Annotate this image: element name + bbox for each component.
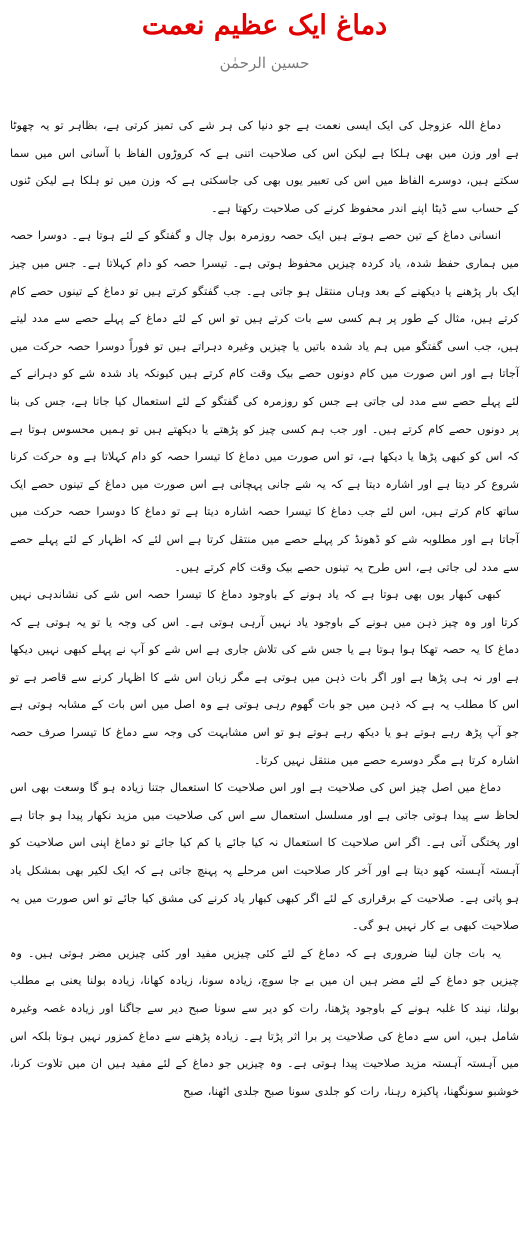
article-paragraph: یہ بات جان لینا ضروری ہے کہ دماغ کے لئے کئی چیزیں مفید اور کئی چیزیں مضر ہوتی ہیں۔ وہ چیزیں جو دماغ کے لئے مضر ہیں ان میں بے جا سوچ، زیادہ سونا، زیادہ کھانا، زیادہ بولنا یعنی بے مطلب بولنا، نیند کا غلبہ ہونے کے باوجود پڑھنا، رات کو دیر سے سونا صبح دیر سے جاگنا اور زیادہ غصہ وغیرہ شامل ہیں، اس سے دماغ کی صلاحیت پر برا اثر پڑتا ہے۔ زیادہ پڑھنے سے دماغ کمزور نہیں ہوتا بلکہ اس میں آہستہ آہستہ مزید صلاحیت پیدا ہوتی ہے۔ وہ چیزیں جو دماغ کے لئے مفید ہیں ان میں تلاوت کرنا، خوشبو سونگھنا، پاکیزہ رہنا، رات کو جلدی سونا صبح جلدی اٹھنا، صبح — [10, 946, 519, 1098]
article-paragraph: انسانی دماغ کے تین حصے ہوتے ہیں ایک حصہ روزمرہ بول چال و گفتگو کے لئے ہوتا ہے۔ دوسرا حصہ میں ہماری حفظ شدہ، یاد کردہ چیزیں محفوظ ہوتی ہے۔ تیسرا حصہ کو دام کہلاتا ہے۔ جس میں چیز ایک بار پڑھنے یا دیکھنے کے بعد وہاں منتقل ہو جاتی ہے۔ جب گفتگو کرتے ہیں تو دماغ کے تینوں حصے کام کرتے ہیں، مثال کے طور پر ہم کسی سے بات کرتے ہیں تو اس کے لئے دماغ کے پہلے حصے سے مدد لیتے ہیں، جب اسی گفتگو میں ہم یاد شدہ باتیں یا چیزیں وغیرہ دہراتے ہیں تو فوراً دوسرا حصہ حرکت میں آجاتا ہے اور اس صورت میں کام دونوں حصے بیک وقت کام کرتے ہیں کیونکہ یاد شدہ شے کو دہرانے کے لئے پہلے حصے سے مدد لی جاتی ہے جس کو روزمرہ کی گفتگو کے لئے استعمال کیا جاتا ہے، جس کی بنا پر دونوں حصے کام کرتے ہیں۔ اور جب ہم کسی چیز کو پڑھتے یا دیکھتے ہیں تو ہمیں محسوس ہوتا ہے کہ اس کو کبھی پڑھا یا دیکھا ہے، تو اس صورت میں دماغ کا تیسرا حصہ کو دام کہلاتا ہے وہ حرکت کرنا شروع کر دیتا ہے اور اشارہ دیتا ہے کہ یہ شے جانی پہچانی ہے اس صورت میں دماغ کے تینوں حصے ایک ساتھ کام کرتے ہیں، اس لئے جب دماغ کا تیسرا حصہ اشارہ دیتا ہے تو دماغ کا دوسرا حصہ حرکت میں آجاتا ہے اور مطلوبہ شے کو ڈھونڈ کر پہلے حصے میں منتقل کرتا ہے اس لئے کہ اظہار کے لئے پہلے حصے سے مدد لی جاتی ہے، اس طرح یہ تینوں حصے بیک وقت کام کرتے ہیں۔ — [10, 229, 519, 574]
article-paragraph: دماغ میں اصل چیز اس کی صلاحیت ہے اور اس صلاحیت کا استعمال جتنا زیادہ ہو گا وسعت بھی اس لحاظ سے پیدا ہوتی جاتی ہے اور مسلسل استعمال سے اس کی صلاحیت میں مزید نکھار پیدا ہو جاتا ہے اور پختگی آتی ہے۔ اگر اس صلاحیت کا استعمال نہ کیا جائے یا کم کیا جائے تو دماغ اپنی اس صلاحیت کو آہستہ آہستہ کھو دیتا ہے اور آخر کار صلاحیت اس مرحلے پہ پہنچ جاتی ہے کہ ایک لکیر بھی بمشکل یاد ہو پاتی ہے۔ صلاحیت کے برقراری کے لئے اگر کبھی کبھار یاد کرنے کی مشق کیا جائے تو اس صورت میں یہ صلاحیت کبھی بے کار نہیں ہو گی۔ — [10, 781, 519, 933]
article-author: حسین الرحمٰن — [219, 54, 310, 72]
article-title: دماغ ایک عظیم نعمت — [141, 10, 388, 41]
article-paragraph: کبھی کبھار یوں بھی ہوتا ہے کہ یاد ہونے کے باوجود دماغ کا تیسرا حصہ اس شے کی نشاندہی نہیں کرتا اور وہ چیز ذہن میں ہونے کے باوجود یاد نہیں آرہی ہوتی ہے۔ اس کی وجہ یا تو یہ ہوتی ہے کہ دماغ کا یہ حصہ تھکا ہوا ہوتا ہے یا جس شے کی تلاش جاری ہے اس شے کو آپ نے پہلے کبھی نہیں دیکھا ہے اور نہ ہی پڑھا ہے اور اگر بات ذہن میں ہوتی ہے مگر زبان اس شے کا اظہار کرنے سے قاصر ہے تو اس کا مطلب یہ ہے کہ ذہن میں جو بات گھوم رہی ہوتی ہے وہ اصل میں اس بات کے مشابہ ہوتی ہے جو آپ پڑھ رہے ہوتے ہو یا دیکھ رہے ہوتے ہو تو اس مشابہت کی وجہ سے دماغ کا تیسرا صرف حصہ اشارہ کرتا ہے مگر دوسرے حصے میں منتقل نہیں کرتا۔ — [10, 588, 519, 767]
article-body — [10, 112, 519, 1105]
article-paragraph: دماغ اللہ عزوجل کی ایک ایسی نعمت ہے جو دنیا کی ہر شے کی تمیز کرتی ہے، بظاہر تو یہ چھوٹا ہے اور وزن میں بھی ہلکا ہے لیکن اس کی صلاحیت اتنی ہے کہ کروڑوں الفاظ با آسانی اس میں سما سکتے ہیں، دوسرے الفاظ میں اس کی تعبیر یوں بھی کی جاسکتی ہے کہ وزن میں تو ہلکا ہے لیکن ٹنوں کے حساب سے ڈیٹا اپنے اندر محفوظ کرنے کی صلاحیت رکھتا ہے۔ — [10, 119, 519, 215]
